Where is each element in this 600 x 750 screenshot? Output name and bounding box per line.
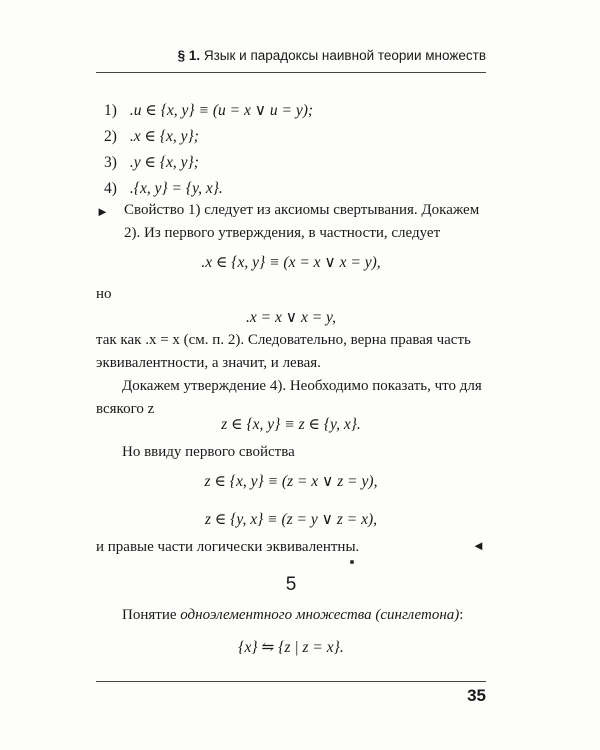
proof-start-marker-icon: ► [96,204,109,219]
list-item-number: 4) [104,180,117,197]
footer-rule [96,681,486,682]
print-speck [350,560,354,564]
proof-paragraph-3: так как .x = x (см. п. 2). Следовательно, верна правая часть эквивалентности, а значит, и левая. [96,332,471,371]
header-title: Язык и парадоксы наивной теории множеств [203,48,486,63]
formula-3: z ∈ {x, y} ≡ z ∈ {y, x}. [221,416,361,433]
definition-term: одноэлементного множества (синглетона) [180,607,460,623]
proof-paragraph-4: Докажем утверждение 4). Необходимо показать, что для всякого z [96,378,482,417]
list-item-number: 2) [104,128,117,145]
list-item-formula: .x ∈ {x, y}; [129,128,199,145]
list-item-formula: .{x, y} = {y, x}. [129,180,223,197]
proof-paragraph-5: Но ввиду первого свойства [122,444,295,460]
list-item-formula: .y ∈ {x, y}; [129,154,199,171]
definition-formula: {x} ⇋ {z | z = x}. [238,639,344,656]
list-item [104,150,313,176]
list-item-formula: .u ∈ {x, y} ≡ (u = x ∨ u = y); [129,102,314,119]
proof-paragraph-1: Свойство 1) следует из аксиомы свертывания. Докажем 2). Из первого утверждения, в частности, следует [124,202,480,241]
proof-paragraph-6: и правые части логически эквивалентны. [96,539,360,555]
list-item [104,98,313,124]
list-item-number: 3) [104,154,117,171]
formula-5: z ∈ {y, x} ≡ (z = y ∨ z = x), [204,511,378,528]
formula-2: .x = x ∨ x = y, [246,309,336,326]
definition-intro [96,604,486,627]
list-item [104,124,313,150]
formula-4: z ∈ {x, y} ≡ (z = x ∨ z = y), [204,473,378,490]
list-item-number: 1) [104,102,117,119]
section-number: 5 [285,574,297,595]
properties-list [104,98,313,202]
running-header [96,46,486,73]
proof-paragraph-2: но [96,286,112,302]
definition-intro-prefix: Понятие [122,607,181,623]
header-section-number: § 1. [177,48,201,63]
formula-1: .x ∈ {x, y} ≡ (x = x ∨ x = y), [201,254,381,271]
page-number: 35 [467,686,486,705]
proof-end-marker-icon: ◄ [472,538,485,553]
definition-intro-suffix: : [459,607,464,623]
